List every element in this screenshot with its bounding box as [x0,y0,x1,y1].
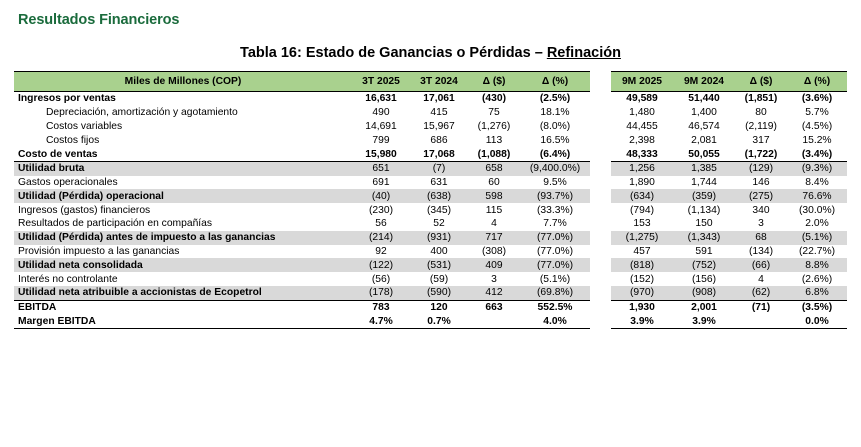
cell-q-delta-pct: 4.0% [520,315,590,329]
cell-ytd-2024: (359) [673,189,735,203]
cell-q-delta-pct: (69.8%) [520,286,590,300]
cell-ytd-delta-abs: 68 [735,231,787,245]
row-label: Costos variables [46,120,123,132]
row-label: Margen EBITDA [14,315,352,329]
cell-ytd-2025: (970) [611,286,673,300]
cell-q-2025: (122) [352,258,410,272]
cell-q-delta-pct: (33.3%) [536,204,574,216]
cell-q-2025: 4.7% [352,315,410,329]
cell-ytd-2025: 1,256 [611,161,673,175]
cell-ytd-2024: 150 [695,218,713,230]
column-gap [590,92,611,106]
cell-q-delta-pct: (8.0%) [539,120,571,132]
column-header-q-delta-pct: Δ (%) [520,72,590,92]
column-header-q-2025: 3T 2025 [352,72,410,92]
cell-q-delta-abs: 412 [468,286,520,300]
cell-q-2025: 651 [352,161,410,175]
column-gap [590,106,611,120]
cell-ytd-delta-pct: (5.1%) [787,231,847,245]
column-gap [590,133,611,147]
cell-q-2024: (638) [410,189,468,203]
cell-q-2024: 17,061 [423,93,455,105]
row-label: EBITDA [14,300,352,314]
column-gap [590,203,611,217]
column-header-ytd-2025: 9M 2025 [611,72,673,92]
cell-ytd-2024: 591 [695,245,713,257]
row-label: Depreciación, amortización y agotamiento [46,107,238,119]
column-gap [590,272,611,286]
cell-ytd-delta-pct: (3.5%) [787,300,847,314]
cell-ytd-delta-abs: (134) [748,245,774,257]
cell-ytd-delta-abs: 4 [758,273,764,285]
cell-q-2025: 15,980 [365,148,397,160]
row-label: Costo de ventas [18,148,98,160]
table-title [14,45,847,61]
cell-q-delta-pct: (77.0%) [520,258,590,272]
cell-q-2025: (56) [371,273,391,285]
cell-ytd-delta-pct: 76.6% [787,189,847,203]
cell-q-2024: 686 [430,134,448,146]
table-row [14,106,847,120]
column-header-spacer [590,72,611,92]
cell-q-2024: (590) [410,286,468,300]
column-gap [590,176,611,190]
cell-q-delta-abs: 717 [468,231,520,245]
cell-q-2024: 15,967 [423,120,455,132]
cell-ytd-delta-pct: (4.5%) [801,120,833,132]
cell-q-delta-abs: 3 [491,273,497,285]
cell-q-delta-pct: (6.4%) [539,148,571,160]
table-row [14,147,847,161]
cell-ytd-delta-pct: 15.2% [802,134,832,146]
cell-q-2024: 400 [430,245,448,257]
cell-q-2025: 799 [372,134,390,146]
cell-q-2024: (7) [410,161,468,175]
cell-q-delta-abs: (1,088) [477,148,511,160]
row-label: Utilidad neta consolidada [14,258,352,272]
cell-q-2025: (230) [368,204,394,216]
cell-ytd-2025: 44,455 [626,120,658,132]
cell-q-delta-abs: 4 [491,218,497,230]
cell-q-delta-pct: 7.7% [543,218,567,230]
table-row [14,315,847,329]
table-row [14,286,847,300]
cell-ytd-2025: 457 [633,245,651,257]
column-header-ytd-2024: 9M 2024 [673,72,735,92]
cell-ytd-delta-pct: 0.0% [787,315,847,329]
cell-ytd-2024: (1,343) [673,231,735,245]
table-row [14,203,847,217]
cell-q-delta-pct: (93.7%) [520,189,590,203]
row-label: Utilidad bruta [14,161,352,175]
row-label: Ingresos por ventas [18,93,116,105]
cell-ytd-delta-abs: (66) [735,258,787,272]
cell-q-2025: 783 [352,300,410,314]
cell-ytd-2025: 1,480 [629,107,655,119]
table-row [14,258,847,272]
cell-ytd-2024: 50,055 [688,148,720,160]
column-header-ytd-delta-pct: Δ (%) [787,72,847,92]
cell-ytd-2024: (908) [673,286,735,300]
cell-ytd-2024: (752) [673,258,735,272]
cell-ytd-delta-abs: 80 [755,107,767,119]
row-label: Resultados de participación en compañías [18,218,213,230]
column-gap [590,147,611,161]
cell-ytd-delta-pct: 5.7% [805,107,829,119]
row-label: Provisión impuesto a las ganancias [18,245,180,257]
table-row [14,133,847,147]
column-header-ytd-delta-abs: Δ ($) [735,72,787,92]
cell-ytd-delta-abs: 3 [758,218,764,230]
cell-ytd-delta-pct: 8.4% [805,177,829,189]
cell-q-delta-abs: (308) [481,245,507,257]
row-label: Utilidad (Pérdida) operacional [14,189,352,203]
cell-q-2025: 16,631 [365,93,397,105]
cell-q-2024: 17,068 [423,148,455,160]
table-row [14,245,847,259]
table-row [14,92,847,106]
cell-q-delta-pct: (2.5%) [539,93,571,105]
column-gap [590,258,611,272]
table-header-row [14,72,847,92]
cell-ytd-delta-abs: 146 [752,177,770,189]
cell-q-delta-abs: 60 [488,177,500,189]
row-label: Utilidad neta atribuible a accionistas de Ecopetrol [14,286,352,300]
cell-ytd-2025: 1,930 [611,300,673,314]
cell-q-2024: 415 [430,107,448,119]
table-row [14,120,847,134]
column-gap [590,120,611,134]
cell-ytd-2025: 48,333 [626,148,658,160]
cell-q-delta-abs: 115 [485,204,503,216]
cell-ytd-2025: (1,275) [611,231,673,245]
cell-q-delta-abs: 663 [468,300,520,314]
cell-ytd-2024: 3.9% [673,315,735,329]
cell-ytd-2024: 51,440 [688,93,720,105]
cell-q-2024: (531) [410,258,468,272]
cell-q-2025: 14,691 [365,120,397,132]
cell-ytd-delta-abs [735,315,787,329]
column-header-q-delta-abs: Δ ($) [468,72,520,92]
cell-ytd-delta-pct: 2.0% [805,218,829,230]
row-label: Costos fijos [46,134,100,146]
cell-q-delta-pct: 552.5% [520,300,590,314]
table-row [14,217,847,231]
cell-q-2025: (178) [352,286,410,300]
cell-q-2025: 691 [372,177,390,189]
cell-q-2024: (345) [426,204,452,216]
cell-ytd-delta-pct: 8.8% [787,258,847,272]
cell-ytd-delta-pct: 6.8% [787,286,847,300]
cell-ytd-2024: 1,400 [691,107,717,119]
cell-ytd-delta-pct: (2.6%) [801,273,833,285]
column-gap [590,231,611,245]
cell-q-delta-pct: (5.1%) [539,273,571,285]
cell-ytd-2025: 49,589 [626,93,658,105]
cell-ytd-2024: 2,001 [673,300,735,314]
cell-ytd-delta-pct: (22.7%) [798,245,836,257]
cell-q-2025: 490 [372,107,390,119]
cell-ytd-2024: 1,385 [673,161,735,175]
table-row [14,231,847,245]
cell-q-delta-pct: 16.5% [540,134,570,146]
cell-q-delta-abs: 598 [468,189,520,203]
table-row [14,300,847,314]
cell-ytd-2024: (1,134) [687,204,721,216]
column-header-label: Miles de Millones (COP) [14,72,352,92]
row-label: Ingresos (gastos) financieros [18,204,151,216]
cell-q-2024: 120 [410,300,468,314]
cell-q-delta-abs: 113 [485,134,503,146]
cell-q-2024: 631 [430,177,448,189]
cell-q-delta-pct: 9.5% [543,177,567,189]
cell-q-delta-abs: 658 [468,161,520,175]
cell-ytd-2025: (634) [611,189,673,203]
column-gap [590,189,611,203]
section-title: Resultados Financieros [18,12,180,28]
cell-ytd-2025: 153 [633,218,651,230]
cell-ytd-delta-abs: (1,851) [744,93,778,105]
cell-q-delta-abs: 409 [468,258,520,272]
table-body [14,92,847,329]
row-label: Utilidad (Pérdida) antes de impuesto a las ganancias [14,231,352,245]
row-label: Gastos operacionales [18,177,118,189]
cell-ytd-delta-abs: 317 [752,134,770,146]
cell-q-2025: 56 [375,218,387,230]
cell-q-delta-pct: (9,400.0%) [520,161,590,175]
cell-q-delta-abs: (1,276) [477,120,511,132]
column-gap [590,217,611,231]
cell-ytd-2024: 1,744 [691,177,717,189]
cell-ytd-delta-pct: (30.0%) [798,204,836,216]
cell-ytd-delta-abs: (71) [735,300,787,314]
cell-q-2025: 92 [375,245,387,257]
cell-ytd-delta-abs: (275) [735,189,787,203]
cell-ytd-delta-pct: (9.3%) [787,161,847,175]
financial-table [14,71,847,329]
table-row [14,272,847,286]
cell-ytd-delta-pct: (3.6%) [801,93,833,105]
cell-ytd-delta-abs: (62) [735,286,787,300]
cell-q-2025: (40) [352,189,410,203]
cell-q-delta-pct: (77.0%) [520,231,590,245]
table-title-highlight: Refinación [546,45,621,61]
cell-q-2024: 0.7% [410,315,468,329]
cell-ytd-2024: (156) [691,273,717,285]
column-gap [590,245,611,259]
cell-q-delta-abs: (430) [481,93,507,105]
column-gap [590,300,611,314]
cell-ytd-2025: (794) [629,204,655,216]
column-header-q-2024: 3T 2024 [410,72,468,92]
table-row [14,176,847,190]
column-gap [590,315,611,329]
row-label: Interés no controlante [18,273,118,285]
cell-q-2024: 52 [433,218,445,230]
cell-ytd-2025: 3.9% [611,315,673,329]
cell-q-2024: (931) [410,231,468,245]
column-gap [590,161,611,175]
cell-ytd-delta-abs: (2,119) [745,120,777,132]
table-title-prefix: Tabla 16: Estado de Ganancias o Pérdidas – [240,45,547,61]
cell-ytd-2024: 2,081 [691,134,717,146]
cell-q-delta-abs: 75 [488,107,500,119]
cell-q-delta-pct: (77.0%) [536,245,574,257]
table-row [14,189,847,203]
cell-ytd-delta-pct: (3.4%) [801,148,833,160]
cell-q-delta-pct: 18.1% [540,107,570,119]
cell-q-delta-abs [468,315,520,329]
cell-ytd-2025: 1,890 [629,177,655,189]
cell-ytd-2025: (818) [611,258,673,272]
cell-ytd-delta-abs: 340 [752,204,770,216]
table-row [14,161,847,175]
cell-q-2025: (214) [352,231,410,245]
cell-ytd-2024: 46,574 [688,120,720,132]
cell-ytd-delta-abs: (1,722) [744,148,778,160]
cell-ytd-2025: (152) [629,273,655,285]
column-gap [590,286,611,300]
cell-q-2024: (59) [429,273,449,285]
cell-ytd-delta-abs: (129) [735,161,787,175]
cell-ytd-2025: 2,398 [629,134,655,146]
table-header [14,72,847,92]
